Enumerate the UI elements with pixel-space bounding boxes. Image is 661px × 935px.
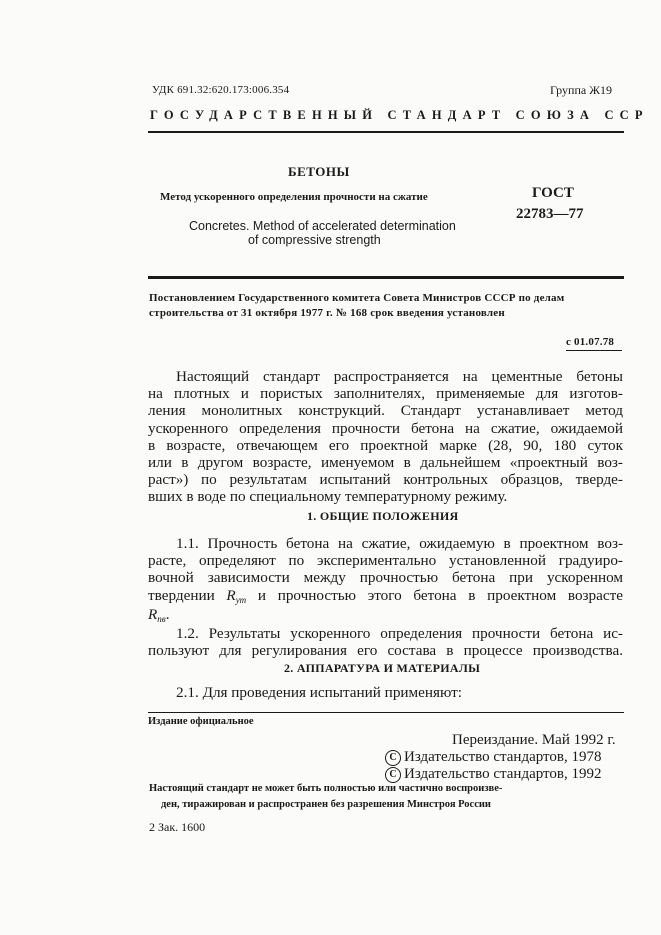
intro-line: раст») по результатам испытаний контрольных образцов, тверде- — [148, 471, 623, 489]
section1-p1-line: 1.1. Прочность бетона на сжатие, ожидаемую в проектном воз- — [176, 535, 623, 552]
footer-rule — [148, 712, 624, 713]
intro-line: в возрасте, отвечающем его проектной марке (28, 90, 180 суток — [148, 436, 623, 454]
copyright-icon: C — [385, 767, 401, 783]
official-edition: Издание официальное — [148, 716, 254, 727]
text-run: . — [165, 605, 170, 623]
intro-line: вших в воде по специальному температурному режиму. — [148, 488, 508, 506]
order-number: 2 Зак. 1600 — [149, 820, 206, 834]
section1-p1-line: вочной зависимости между прочностью бетона при ускоренном — [148, 569, 623, 587]
gost-number: 22783—77 — [516, 206, 584, 222]
notice-line2: ден, тиражирован и распространен без разрешения Минстроя России — [161, 799, 491, 810]
subtitle-ru: Метод ускоренного определения прочности на сжатие — [160, 191, 428, 203]
header-rule — [148, 131, 624, 133]
intro-paragraph — [148, 368, 623, 506]
resolution-line2: строительства от 31 октября 1977 г. № 168 срок введения установлен — [149, 307, 505, 319]
intro-line: или в другом возрасте, именуемом в дальнейшем «проектный воз- — [148, 454, 623, 472]
effective-date: с 01.07.78 — [566, 336, 615, 348]
section1-p2-line: пользуют для регулирования его состава в процессе производства. — [148, 642, 623, 660]
section1-p2-line: 1.2. Результаты ускоренного определения прочности бетона ис- — [176, 625, 623, 643]
intro-line: Настоящий стандарт распространяется на цементные бетоны — [176, 368, 623, 385]
reprint-note: Переиздание. Май 1992 г. — [452, 732, 616, 748]
subscript-pv: пв — [157, 613, 166, 624]
subscript-ut: ут — [235, 594, 247, 605]
subtitle-en-line2: of compressive strength — [248, 233, 381, 247]
intro-line: на плотных и пористых заполнителях, применяемые для изготов- — [148, 385, 623, 403]
udk-code: УДК 691.32:620.173:006.354 — [152, 84, 290, 96]
state-standard-banner: ГОСУДАРСТВЕННЫЙ СТАНДАРТ СОЮЗА ССР — [150, 108, 649, 122]
section1-p1-line — [148, 587, 623, 606]
title-rule — [148, 276, 624, 279]
section2-heading: 2. АППАРАТУРА И МАТЕРИАЛЫ — [284, 661, 481, 675]
copyright-1992 — [385, 766, 601, 783]
section1-p1-line — [148, 606, 623, 625]
text-run: и прочностью этого бетона в проектном возрасте — [246, 586, 623, 604]
gost-label: ГОСТ — [532, 185, 574, 201]
text-run: твердении — [148, 586, 227, 604]
section2-p1: 2.1. Для проведения испытаний применяют: — [176, 684, 463, 701]
document-title: БЕТОНЫ — [288, 164, 350, 179]
intro-line: ускоренного определения прочности бетона на сжатие, ожидаемой — [148, 419, 623, 437]
section1-p1-line: расте, определяют по экспериментально установленной градуиро- — [148, 552, 623, 570]
symbol-r: R — [226, 586, 236, 604]
symbol-r: R — [148, 605, 158, 623]
copyright-1978 — [385, 749, 601, 766]
subtitle-en-line1: Concretes. Method of accelerated determination — [189, 219, 456, 233]
intro-line: ления монолитных конструкций. Стандарт устанавливает метод — [148, 402, 623, 420]
effective-date-underline — [566, 350, 622, 351]
section1-heading: 1. ОБЩИЕ ПОЛОЖЕНИЯ — [307, 509, 459, 523]
copyright-icon: C — [385, 750, 401, 766]
copyright-text: Издательство стандартов, 1992 — [404, 766, 602, 782]
copyright-text: Издательство стандартов, 1978 — [404, 749, 602, 765]
group-code: Группа Ж19 — [550, 83, 612, 97]
resolution-line1: Постановлением Государственного комитета Совета Министров СССР по делам — [149, 292, 565, 304]
notice-line1: Настоящий стандарт не может быть полностью или частично воспроизве- — [149, 783, 503, 794]
section1-paragraphs — [148, 535, 623, 659]
